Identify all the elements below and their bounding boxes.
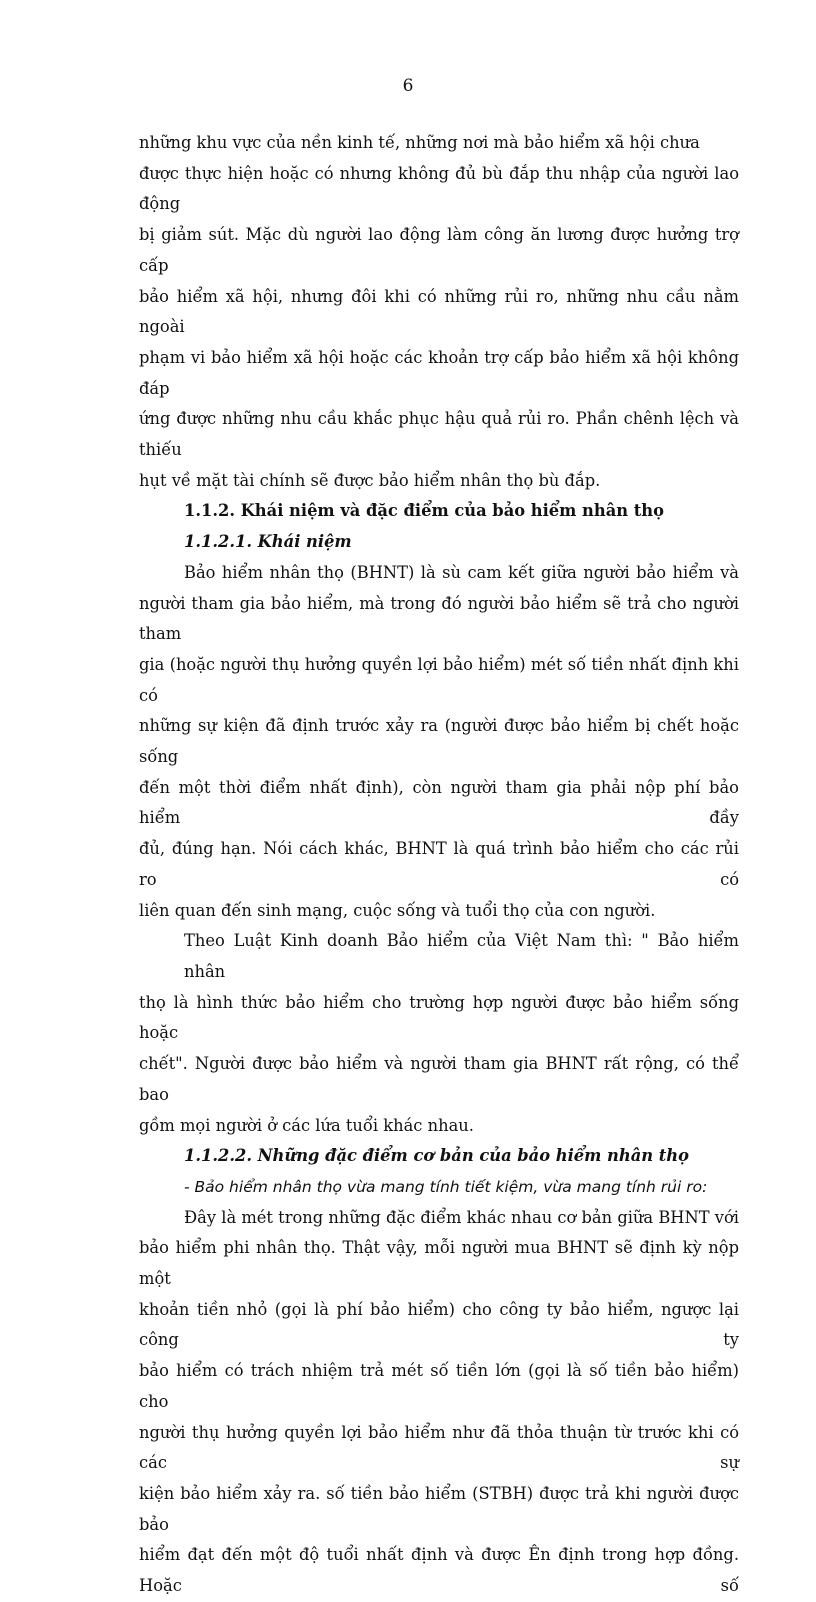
text-line: những khu vực của nền kinh tế, những nơi mà bảo hiểm xã hội chưa [139, 133, 700, 152]
paragraph-definition [139, 558, 739, 926]
text-line: bảo hiểm phi nhân thọ. Thật vậy, mỗi người mua BHNT sẽ định kỳ nộp một [139, 1238, 739, 1289]
text-line: bảo hiểm có trách nhiệm trả mét số tiền lớn (gọi là số tiền bảo hiểm) cho [139, 1361, 739, 1411]
paragraph-characteristics [139, 1203, 739, 1602]
text-line: chết". Người được bảo hiểm và người tham gia BHNT rất rộng, có thể bao [139, 1054, 739, 1104]
subsection-heading: 1.1.2.2. Những đặc điểm cơ bản của bảo hiểm nhân thọ [184, 1146, 689, 1166]
paragraph-law-definition [139, 926, 739, 1141]
text-line: bị giảm sút. Mặc dù người lao động làm công ăn lương được hưởng trợ cấp [139, 225, 739, 275]
section-heading: 1.1.2. Khái niệm và đặc điểm của bảo hiểm nhân thọ [184, 501, 664, 521]
text-line: bảo hiểm xã hội, nhưng đôi khi có những rủi ro, những nhu cầu nằm ngoài [139, 286, 739, 337]
text-line: liên quan đến sinh mạng, cuộc sống và tuổi thọ của con người. [139, 900, 656, 920]
text-line: Bảo hiểm nhân thọ (BHNT) là sù cam kết giữa người bảo hiểm và [184, 562, 739, 582]
text-line: đủ, đúng hạn. Nói cách khác, BHNT là quá trình bảo hiểm cho các rủi ro có [139, 839, 739, 889]
text-line: kiện bảo hiểm xảy ra. số tiền bảo hiểm (STBH) được trả khi người được bảo [139, 1483, 739, 1534]
text-line: khoản tiền nhỏ (gọi là phí bảo hiểm) cho công ty bảo hiểm, ngược lại công ty [139, 1299, 739, 1350]
text-line: gia (hoặc người thụ hưởng quyền lợi bảo hiểm) mét số tiền nhất định khi có [139, 654, 739, 705]
text-line: ứng được những nhu cầu khắc phục hậu quả rủi ro. Phần chênh lệch và thiếu [139, 409, 739, 460]
bullet-item: - Bảo hiểm nhân thọ vừa mang tính tiết kiệm, vừa mang tính rủi ro: [184, 1177, 708, 1196]
text-line: người thụ hưởng quyền lợi bảo hiểm như đã thỏa thuận từ trước khi có các sự [139, 1422, 739, 1473]
text-line: gồm mọi người ở các lứa tuổi khác nhau. [139, 1115, 474, 1135]
page-content [139, 128, 739, 1602]
paragraph-intro-continued [139, 128, 739, 496]
text-line: được thực hiện hoặc có nhưng không đủ bù đắp thu nhập của người lao động [139, 163, 739, 214]
text-line: hụt về mặt tài chính sẽ được bảo hiểm nhân thọ bù đắp. [139, 470, 601, 490]
text-line: người tham gia bảo hiểm, mà trong đó người bảo hiểm sẽ trả cho người tham [139, 593, 739, 644]
text-line: thọ là hình thức bảo hiểm cho trường hợp người được bảo hiểm sống hoặc [139, 992, 739, 1043]
text-line: Đây là mét trong những đặc điểm khác nhau cơ bản giữa BHNT với [184, 1207, 739, 1227]
text-line: phạm vi bảo hiểm xã hội hoặc các khoản trợ cấp bảo hiểm xã hội không đáp [139, 347, 739, 398]
text-line: hiểm đạt đến một độ tuổi nhất định và được Ên định trong hợp đồng. Hoặc số [139, 1545, 739, 1596]
text-line: những sự kiện đã định trước xảy ra (người được bảo hiểm bị chết hoặc sống [139, 716, 739, 767]
text-line: đến một thời điểm nhất định), còn người tham gia phải nộp phí bảo hiểm đầy [139, 777, 739, 828]
subsection-heading: 1.1.2.1. Khái niệm [184, 532, 352, 552]
text-line: Theo Luật Kinh doanh Bảo hiểm của Việt Nam thì: " Bảo hiểm nhân [184, 931, 739, 981]
page-number: 6 [402, 76, 414, 96]
